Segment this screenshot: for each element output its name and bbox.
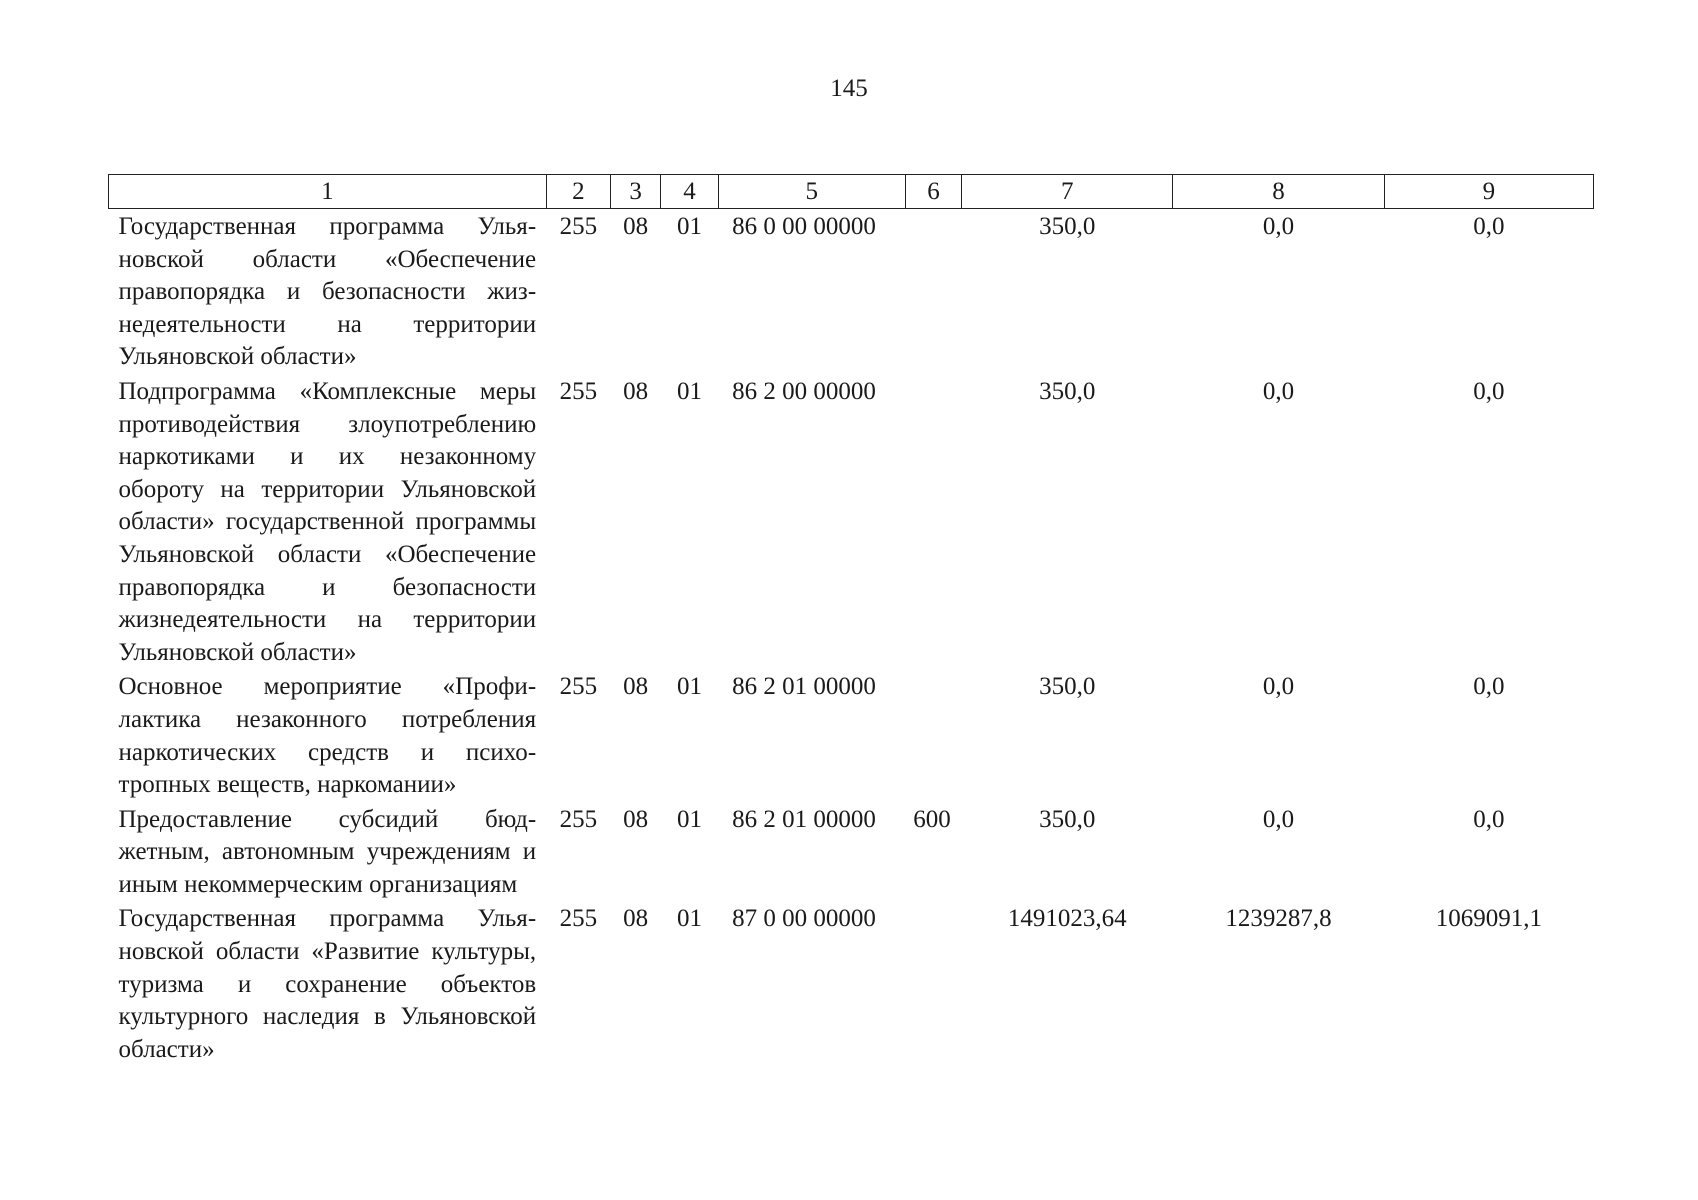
row-col-6: 600 [913, 805, 951, 833]
row-col-2: 255 [559, 377, 598, 405]
budget-table [108, 174, 1594, 1066]
row-name: Государственная программа Ульяновской области «Развитие культуры, туризма и сохранение объектов культурного наследия в Ульяновской области» [118, 905, 537, 1063]
row-col-3: 08 [623, 213, 649, 240]
row-col-7: 350,0 [1039, 673, 1096, 701]
row-col-5: 86 2 01 00000 [732, 673, 876, 701]
row-col-9: 0,0 [1473, 673, 1505, 701]
row-col-3: 08 [623, 805, 649, 833]
header-col-7: 7 [962, 175, 1173, 209]
row-col-2: 255 [559, 213, 598, 240]
row-col-4: 01 [676, 905, 702, 933]
header-col-6: 6 [905, 175, 961, 209]
header-col-4: 4 [661, 175, 718, 209]
row-name: Подпрограмма «Комплексные меры противодействия злоупотреблению наркотиками и их незаконному обороту на территории Ульяновской области» государственной программы Ульяновской области «Обеспечение правопорядка и безопасности жизнедеятельности на территории Ульяновской области» [118, 377, 537, 666]
row-col-8: 0,0 [1262, 213, 1295, 240]
row-name: Предоставление субсидий бюджетным, автономным учреждениям и иным некоммерческим организациям [118, 805, 537, 898]
row-col-7: 1491023,64 [1007, 905, 1127, 933]
table-row [109, 374, 1594, 669]
row-col-8: 0,0 [1262, 377, 1295, 405]
row-col-6 [905, 209, 961, 374]
header-row [109, 175, 1594, 209]
row-col-8: 0,0 [1262, 805, 1295, 833]
row-col-4: 01 [676, 805, 702, 833]
header-col-1: 1 [109, 175, 547, 209]
header-col-3: 3 [611, 175, 661, 209]
row-col-2: 255 [559, 673, 598, 701]
row-col-9: 0,0 [1473, 805, 1505, 833]
header-col-2: 2 [546, 175, 610, 209]
header-col-5: 5 [718, 175, 905, 209]
row-col-4: 01 [676, 377, 702, 405]
row-col-6 [905, 374, 961, 669]
row-name: Государственная программа Ульяновской области «Обеспечение правопорядка и безопасности жизнедеятельности на территории Ульяновской области» [118, 213, 537, 371]
row-col-2: 255 [559, 905, 598, 933]
row-col-8: 0,0 [1262, 673, 1295, 701]
row-col-9: 1069091,1 [1435, 905, 1542, 933]
row-col-3: 08 [623, 673, 649, 701]
page-number: 145 [830, 75, 868, 102]
row-col-6 [905, 669, 961, 801]
header-col-8: 8 [1173, 175, 1384, 209]
table-row [109, 802, 1594, 902]
row-col-9: 0,0 [1473, 377, 1505, 405]
row-name: Основное мероприятие «Профилактика незаконного потребления наркотических средств и психотропных веществ, наркомании» [118, 673, 537, 799]
row-col-4: 01 [676, 213, 702, 240]
table-row [109, 209, 1594, 374]
table-body [109, 209, 1594, 1067]
row-col-7: 350,0 [1039, 805, 1096, 833]
row-col-6 [905, 901, 961, 1066]
table-header [109, 175, 1594, 209]
row-col-5: 87 0 00 00000 [732, 905, 876, 933]
row-col-5: 86 2 00 00000 [732, 377, 876, 405]
row-col-5: 86 2 01 00000 [732, 805, 876, 833]
row-col-7: 350,0 [1039, 213, 1096, 240]
header-col-9: 9 [1384, 175, 1593, 209]
table-row [109, 901, 1594, 1066]
row-col-3: 08 [623, 377, 649, 405]
row-col-3: 08 [623, 905, 649, 933]
row-col-4: 01 [676, 673, 702, 701]
row-col-8: 1239287,8 [1225, 905, 1332, 933]
row-col-9: 0,0 [1473, 213, 1505, 240]
table-row [109, 669, 1594, 801]
row-col-2: 255 [559, 805, 598, 833]
row-col-5: 86 0 00 00000 [732, 213, 876, 240]
row-col-7: 350,0 [1039, 377, 1096, 405]
